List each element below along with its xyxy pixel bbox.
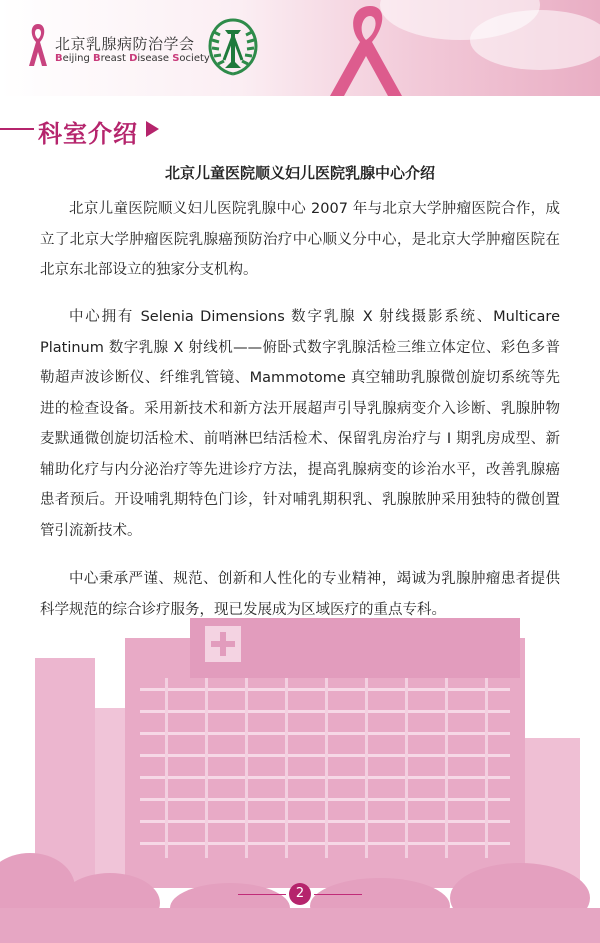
page-number-badge: 2 bbox=[289, 883, 311, 905]
society-name-cn: 北京乳腺病防治学会 bbox=[55, 35, 195, 53]
society-name-en: Beijing Breast Disease Society bbox=[55, 53, 210, 64]
page-number-line-right bbox=[314, 894, 362, 895]
section-title: 科室介绍 bbox=[38, 120, 138, 148]
paragraph-2: 中心拥有 Selenia Dimensions 数字乳腺 X 射线摄影系统、Multicare Platinum 数字乳腺 X 射线机——俯卧式数字乳腺活检三维立体定位、彩色多普勒超声波诊断仪、纤维乳管镜、Mammotome 真空辅助乳腺微创旋切系统等先进的检查设备。采用新技术和新方法开展超声引导乳腺病变介入诊断、乳腺肿物麦默通微创旋切活检术、前哨淋巴结活检术、保留乳房治疗与 I 期乳房成型、新辅助化疗与内分泌治疗等先进诊疗方法，提高乳腺病变的诊治水平，改善乳腺癌患者预后。开设哺乳期特色门诊，针对哺乳期积乳、乳腺脓肿采用独特的微创置管引流新技术。 bbox=[40, 309, 560, 539]
document-title: 北京儿童医院顺义妇儿医院乳腺中心介绍 bbox=[164, 164, 435, 182]
header-banner bbox=[0, 0, 600, 96]
paragraph-1: 北京儿童医院顺义妇儿医院乳腺中心 2007 年与北京大学肿瘤医院合作，成立了北京大学肿瘤医院乳腺癌预防治疗中心顺义分中心，是北京大学肿瘤医院在北京东北部设立的独家分支机构。 bbox=[40, 201, 560, 278]
paragraph-3: 中心秉承严谨、规范、创新和人性化的专业精神，竭诚为乳腺肿瘤患者提供科学规范的综合诊疗服务，现已发展成为区域医疗的重点专科。 bbox=[40, 571, 560, 618]
large-pink-ribbon-icon bbox=[300, 4, 420, 96]
hospital-emblem-icon bbox=[200, 16, 266, 78]
banner-cloud bbox=[470, 10, 600, 70]
section-title-line bbox=[0, 128, 34, 130]
page-number-line-left bbox=[238, 894, 286, 895]
section-arrow-icon bbox=[146, 121, 159, 137]
pink-ribbon-logo-icon bbox=[26, 22, 50, 68]
